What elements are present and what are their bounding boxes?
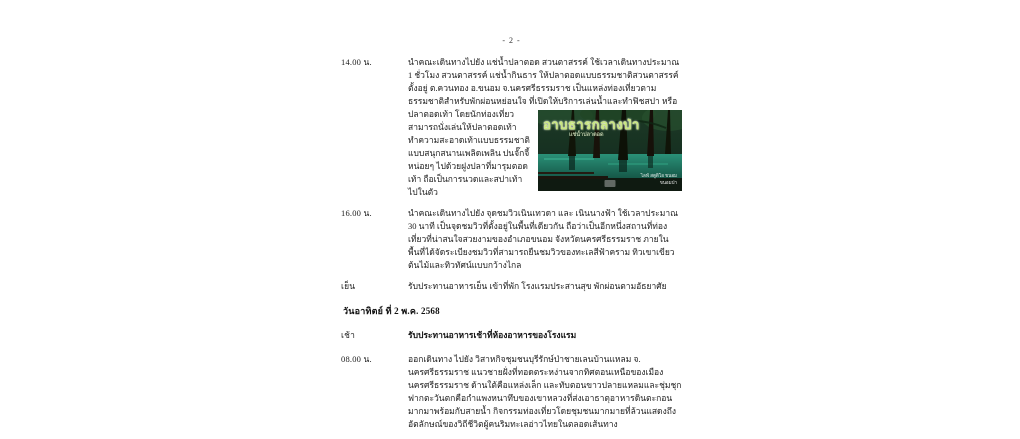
- row-text: ออกเดินทาง ไปยัง วิสาหกิจชุมชนบุรีรักษ์ป่าชายเลนบ้านแหลม จ. นครศรีธรรมราช แนวชายฝั่งที่ทอดตระหง่านจากทิศตอนเหนือของเมืองนครศรีธรรมราช ด้านใต้คือแหล่งเล็ก และทับตอนขาวปลายแหลมและชุ่มชุก ฟากตะวันตกคือกำแพงหนาทึบของเขาหลวงที่ส่งเอาธาตุอาหารดินตะกอนมากมาพร้อมกับสายน้ำ กิจกรรมท่องเที่ยวโดยชุมชนมากมายที่ล้วนแสดงถึงอัตลักษณ์ของวิถีชีวิตผู้คนริมทะเลอ่าวไทยในตลอดเส้นทาง: [408, 354, 682, 429]
- itinerary-row-1400: [341, 56, 682, 199]
- time-label: เช้า: [341, 330, 356, 340]
- time-label: เย็น: [341, 281, 356, 291]
- day2-date-header: วันอาทิตย์ ที่ 2 พ.ค. 2568: [343, 306, 440, 316]
- forest-stream-photo: [538, 110, 682, 191]
- time-label: 14.00 น.: [341, 57, 372, 67]
- photo-watermark-logo: [605, 180, 616, 187]
- row-text: นำคณะเดินทางไปยัง จุดชมวิวเนินเทวดา และ เนินนางฟ้า ใช้เวลาประมาณ 30 นาที เป็นจุดชมวิวที่ตั้งอยู่ในพื้นที่เดียวกัน ถือว่าเป็นอีกหนึ่งสถานที่ท่องเที่ยวที่น่าสนใจสวยงามของอำเภอขนอม จังหวัดนครศรีธรรมราช ภายในพื้นที่ได้จัดระเบียงชมวิวที่สามารถยืนชมวิวของทะเลสีฟ้าคราม ทิวเขาเขียวต้นไม้และทิวทัศน์แบบกว้างไกล: [408, 208, 678, 270]
- row-text: รับประทานอาหารเช้าที่ห้องอาหารของโรงแรม: [408, 330, 577, 340]
- photo-credit-line1: ไลฟ์ สตูดิโอ ขนอม: [640, 173, 677, 179]
- photo-title-text: อาบธารกลางป่า: [543, 117, 640, 132]
- row-text: รับประทานอาหารเย็น เข้าที่พัก โรงแรมประสานสุข พักผ่อนตามอัธยาศัย: [408, 281, 667, 291]
- row-text-part1: นำคณะเดินทางไปยัง แช่น้ำปลาตอด สวนตาสรรค์ ใช้เวลาเดินทางประมาณ 1 ชั่วโมง สวนตาสรรค์ แช่น้ำกินธาร ให้ปลาตอดแบบธรรมชาติสวนตาสรรค์ ตั้งอยู่ ต.ควนทอง อ.ขนอม จ.นครศรีธรรมราช เป็นแหล่งท่องเที่ยวตามธรรมชาติสำหรับพักผ่อนหย่อนใจ ที่เปิดให้บริการเล่นน้ำและทำฟิชสปา หรือ ปลาตอดเท้า: [408, 57, 680, 119]
- photo-credit-line2: ขนอมป่า: [659, 179, 677, 185]
- row-text-part2: โดยนักท่องเที่ยวสามารถนั่งเล่นให้ปลาตอดเท้า ทำความสะอาดเท้าแบบธรรมชาติ แบบสนุกสนานเพลิดเพลิน ปนจั๊กจี้หน่อยๆ ไปด้วยฝูงปลาที่มารุมตอดเท้า ถือเป็นการนวดและสปาเท้าไปในตัว: [408, 109, 530, 197]
- page-number: - 2 -: [502, 36, 521, 45]
- itinerary-row-evening: [341, 280, 682, 293]
- itinerary-row-1600: [341, 207, 682, 272]
- photo-title-block: [543, 118, 640, 139]
- photo-credit: [641, 173, 677, 186]
- itinerary-row-morning: [341, 329, 682, 342]
- row-text: [408, 56, 682, 199]
- photo-subtitle-text: แช่น้ำปลาตอด: [569, 132, 604, 138]
- itinerary-row-0800: [341, 353, 682, 431]
- time-label: 08.00 น.: [341, 354, 372, 364]
- document-page: [341, 36, 682, 439]
- time-label: 16.00 น.: [341, 208, 372, 218]
